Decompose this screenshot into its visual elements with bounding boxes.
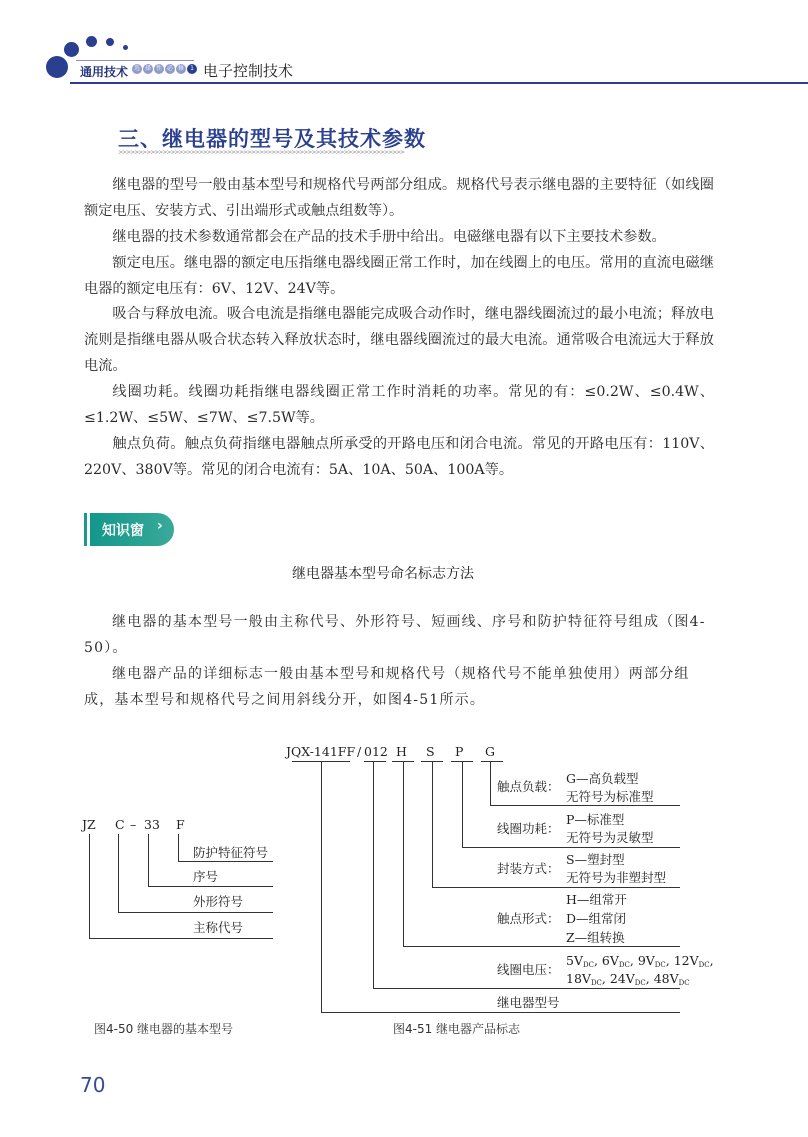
code-part: C (115, 817, 125, 832)
coil-voltage-value: $24V_{DC}$ (609, 971, 646, 987)
coil-voltage-row: $18V_{DC}$, $24V_{DC}$, $48V_{DC}$ (566, 971, 690, 987)
leader-line (432, 761, 433, 887)
leader-line (432, 887, 680, 888)
series-badges (132, 64, 197, 74)
header-thin-rule (76, 60, 194, 61)
leader-line (462, 761, 463, 847)
code-part: / (357, 744, 362, 759)
dc-subscript: DC (678, 979, 690, 987)
group-line: 无符号为非塑封型 (566, 870, 667, 885)
group-line: S—塑封型 (566, 852, 625, 867)
code-part: 33 (144, 817, 160, 832)
figure-label: 防护特征符号 (193, 845, 269, 860)
figure-label: 外形符号 (193, 894, 244, 909)
leader-line (403, 761, 404, 946)
group-name: 线圈电压： (497, 962, 560, 977)
body-paragraph: 额定电压。继电器的额定电压指继电器线圈正常工作时，加在线圈上的电压。常用的直流电磁继电器的额定电压有：6V、12V、24V等。 (84, 255, 714, 297)
decor-dot (123, 45, 128, 50)
leader-line (89, 938, 273, 939)
figure-caption: 图4-51 继电器产品标志 (393, 1022, 521, 1036)
code-underline (364, 761, 386, 762)
body-paragraph: 触点负荷。触点负荷指继电器触点所承受的开路电压和闭合电流。常见的开路电压有：110V、220V、380V等。常见的闭合电流有：5A、10A、50A、100A等。 (84, 436, 714, 478)
code-part: 012 (364, 744, 388, 759)
figure-caption: 图4-50 继电器的基本型号 (94, 1022, 234, 1036)
code-part: F (176, 817, 185, 832)
group-line: 无符号为标准型 (566, 789, 654, 804)
decor-dot (106, 38, 114, 46)
coil-voltage-value: $5V_{DC}$ (566, 953, 594, 969)
leader-line (462, 847, 680, 848)
code-part: JZ (82, 817, 96, 832)
series-badge: 选 (133, 65, 140, 72)
leader-line (490, 805, 680, 806)
series-badge: 1 (187, 64, 197, 74)
leader-line (403, 946, 680, 947)
dc-subscript: DC (590, 979, 602, 987)
decor-dot (46, 56, 68, 78)
code-part: – (130, 817, 137, 832)
header-rule (70, 82, 808, 84)
coil-voltage-value: $48V_{DC}$ (653, 971, 690, 987)
knowledge-window-label: 知识窗 (102, 523, 144, 539)
page-number: 70 (80, 1073, 106, 1097)
group-line: P—标准型 (566, 812, 625, 827)
leader-line (373, 761, 374, 988)
body-paragraph: 吸合与释放电流。吸合电流是指继电器能完成吸合动作时，继电器线圈流过的最小电流；释放电流则是指继电器从吸合状态转入释放状态时，继电器线圈流过的最大电流。通常吸合电流远大于释放电流。 (84, 306, 714, 374)
dc-subscript: DC (582, 961, 594, 969)
chevron-right-icon: › (157, 518, 163, 534)
group-name: 继电器型号 (497, 995, 560, 1010)
knowledge-paragraph: 继电器产品的详细标志一般由基本型号和规格代号（规格代号不能单独使用）两部分组成，基本型号和规格代号之间用斜线分开，如图4-51所示。 (84, 666, 690, 708)
leader-line (118, 912, 273, 913)
code-part: P (455, 744, 464, 759)
leader-line (490, 761, 491, 805)
knowledge-window-bar (84, 513, 87, 546)
body-paragraph: 线圈功耗。线圈功耗指继电器线圈正常工作时消耗的功率。常见的有：≤0.2W、≤0.4W、≤1.2W、≤5W、≤7W、≤7.5W等。 (84, 384, 714, 426)
code-part: S (426, 744, 435, 759)
decor-dot (64, 42, 79, 57)
series-badge: 性 (155, 65, 162, 72)
dc-subscript: DC (698, 961, 710, 969)
leader-line (178, 834, 179, 861)
knowledge-window-heading: 继电器基本型号命名标志方法 (292, 566, 474, 582)
series-badge: 择 (144, 65, 151, 72)
group-line: 无符号为灵敏型 (566, 830, 654, 845)
section-title: 三、继电器的型号及其技术参数 (118, 127, 426, 151)
group-name: 触点负载： (497, 779, 560, 794)
coil-voltage-row: $5V_{DC}$, $6V_{DC}$, $9V_{DC}$, $12V_{DC}$, (566, 953, 714, 969)
book-title: 电子控制技术 (203, 62, 294, 80)
group-name: 线圈功耗： (497, 821, 560, 836)
dc-subscript: DC (618, 961, 630, 969)
knowledge-paragraph: 继电器的基本型号一般由主称代号、外形符号、短画线、序号和防护特征符号组成（图4-50）。 (84, 614, 706, 656)
body-paragraph: 继电器的型号一般由基本型号和规格代号两部分组成。规格代号表示继电器的主要特征（如线圈额定电压、安装方式、引出端形式或触点组数等）。 (84, 177, 714, 219)
coil-voltage-value: $6V_{DC}$ (601, 953, 630, 969)
leader-line (178, 861, 273, 862)
code-part: G (485, 744, 495, 759)
header-subject: 通用技术 (80, 65, 129, 79)
group-name: 封装方式： (497, 861, 560, 876)
code-underline (481, 761, 503, 762)
series-badge: 必 (166, 65, 173, 72)
code-part: H (396, 744, 407, 759)
group-line: G—高负载型 (566, 771, 639, 786)
group-name: 触点形式： (497, 911, 560, 926)
group-line: D—组常闭 (566, 911, 627, 926)
leader-line (148, 886, 273, 887)
coil-voltage-value: $18V_{DC}$ (566, 971, 602, 987)
figure-label: 主称代号 (193, 920, 244, 935)
figure-label: 序号 (193, 869, 219, 884)
decor-dot (86, 36, 97, 47)
leader-line (148, 834, 149, 886)
coil-voltage-value: $9V_{DC}$ (637, 953, 666, 969)
dc-subscript: DC (654, 961, 666, 969)
section-title-dots: >>>>>>>>>>>>>>>>>>>>>>>>>>>>>>>>>>>>>>>>>>>>>>>>>>>>>>>>>>>>>>>>>>>>>>> (118, 150, 404, 156)
dc-subscript: DC (634, 979, 646, 987)
series-badge: 修 (177, 65, 184, 72)
leader-line (321, 1012, 680, 1013)
group-line: H—组常开 (566, 892, 627, 907)
code-part: JQX-141FF (286, 744, 356, 759)
leader-line (118, 834, 119, 912)
body-paragraph: 继电器的技术参数通常都会在产品的技术手册中给出。电磁继电器有以下主要技术参数。 (112, 229, 666, 245)
leader-line (321, 761, 322, 1012)
leader-line (89, 834, 90, 938)
group-line: Z—组转换 (566, 930, 625, 945)
coil-voltage-value: $12V_{DC}$ (673, 953, 710, 969)
